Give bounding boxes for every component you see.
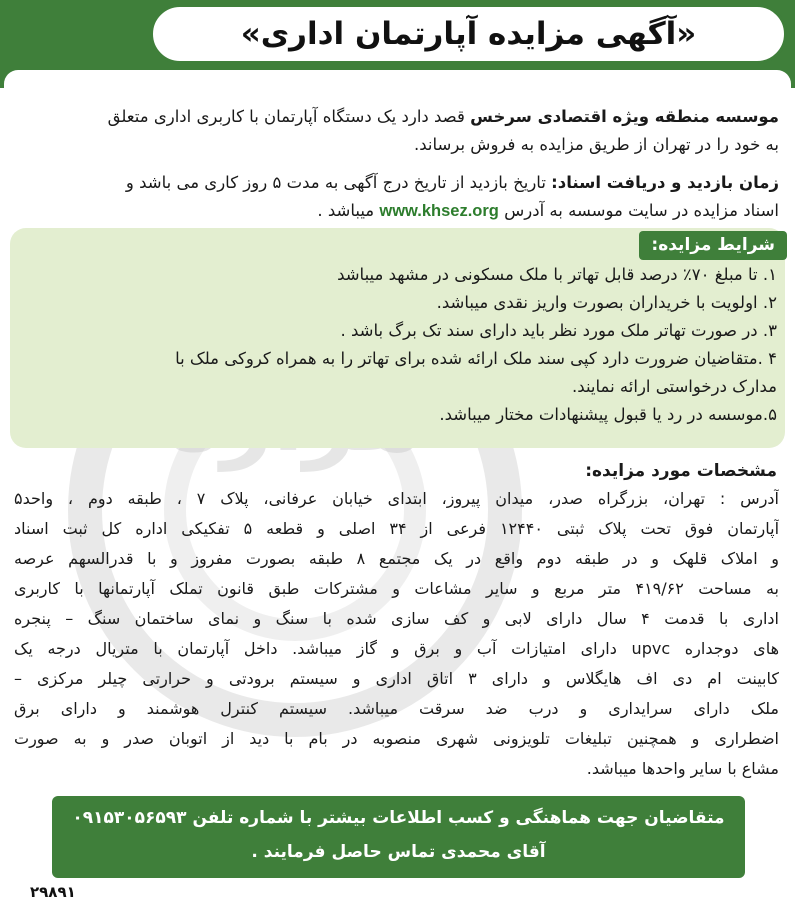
condition-item: ۱. تا مبلغ ۷۰٪ درصد قابل تهاتر با ملک مسکونی در مشهد میباشد [337, 265, 777, 284]
page-title: «آگهی مزایده آپارتمان اداری» [240, 16, 697, 52]
condition-item: ۴ .متقاضیان ضرورت دارد کپی سند ملک ارائه شده برای تهاتر را به همراه کروکی ملک با [175, 349, 777, 368]
spec-line: به مساحت ۴۱۹/۶۲ متر مربع و سایر مشاعات و مشترکات طبق قانون تملک آپارتمانها با کاربری [14, 579, 779, 598]
spec-line: اضطراری و همچنین تبلیغات تلویزونی شهری منصوبه در بام با دید از اتوبان صدر و به صورت [14, 729, 779, 748]
intro-line-1-text: قصد دارد یک دستگاه آپارتمان با کاربری اداری متعلق [107, 107, 471, 126]
visit-line-2 [14, 198, 779, 224]
condition-item: مدارک درخواستی ارائه نمایند. [572, 377, 777, 396]
spec-line: آپارتمان فوق تحت پلاک ثبتی ۱۲۴۴۰ فرعی از ۳۴ اصلی و قطعه ۵ تفکیکی اداره کل ثبت اسناد [14, 519, 779, 538]
visit-line-2-after: میباشد . [317, 201, 380, 220]
spec-line: اداری با قدمت ۴ سال دارای لابی و کف سازی شده با سنگ و نمای ساختمان سنگ – پنجره [14, 609, 779, 628]
website-link[interactable]: www.khsez.org [379, 202, 499, 220]
spec-line: کابینت ام دی اف هایگلاس و دارای ۳ اتاق اداری و سیستم برودتی و حرارتی چیلر مرکزی – [14, 669, 779, 688]
contact-line-1: متقاضیان جهت هماهنگی و کسب اطلاعات بیشتر با شماره تلفن ۰۹۱۵۳۰۵۶۵۹۳ [72, 808, 725, 828]
spec-line: آدرس : تهران، بزرگراه صدر، میدان پیروز، ابتدای خیابان عرفانی، پلاک ۷ ، طبقه دوم ، واحد۵ [14, 489, 779, 508]
spec-line: مشاع با سایر واحدها میباشد. [586, 759, 779, 778]
intro-line-2: به خود را در تهران از طریق مزایده به فروش برساند. [414, 135, 779, 154]
spec-line: ملک دارای سرایداری و درب ضد سرقت میباشد. سیستم کنترل هوشمند و دارای برق [14, 699, 779, 718]
spec-line: و املاک قلهک و در طبقه دوم واقع در یک مجتمع ۸ طبقه بصورت مفروز و با قدرالسهم عرصه [14, 549, 779, 568]
spec-line: های دوجداره upvc دارای امتیازات آب و برق و گاز میباشد. داخل آپارتمان با متریال درجه یک [14, 639, 779, 658]
org-name: موسسه منطقه ویژه اقتصادی سرخس [470, 107, 779, 126]
specs-title: مشخصات مورد مزایده: [585, 461, 777, 481]
condition-item: ۲. اولویت با خریداران بصورت واریز نقدی میباشد. [436, 293, 777, 312]
condition-item: ۳. در صورت تهاتر ملک مورد نظر باید دارای سند تک برگ باشد . [340, 321, 777, 340]
visit-line-1-text: تاریخ بازدید از تاریخ درج آگهی به مدت ۵ روز کاری می باشد و [125, 173, 552, 192]
visit-line-2-before: اسناد مزایده در سایت موسسه به آدرس [498, 201, 779, 220]
visit-line-1 [14, 170, 779, 196]
ad-code: ۲۹۸۹۱ [30, 883, 76, 901]
contact-line-2: آقای محمدی تماس حاصل فرمایند . [251, 842, 546, 862]
visit-label: زمان بازدید و دریافت اسناد: [551, 173, 779, 192]
conditions-title: شرایط مزایده: [639, 231, 787, 260]
contact-box [52, 796, 745, 878]
condition-item: ۵.موسسه در رد یا قبول پیشنهادات مختار میباشد. [439, 405, 777, 424]
title-box [150, 4, 787, 64]
intro-line-1 [14, 104, 779, 130]
